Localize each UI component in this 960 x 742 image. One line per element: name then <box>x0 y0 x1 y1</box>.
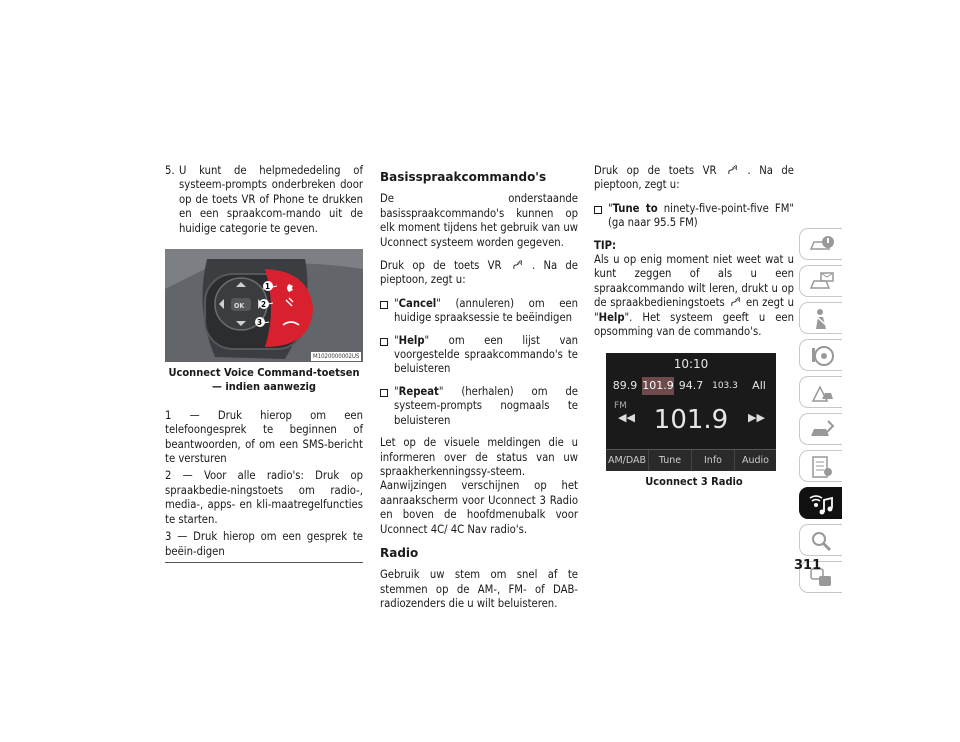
band-label: FM <box>614 401 627 412</box>
preset-button[interactable]: 94.7 <box>678 379 704 393</box>
tip-text <box>594 253 794 339</box>
tab-car-mail[interactable] <box>799 265 842 297</box>
ok-button-label: OK <box>234 302 245 311</box>
figure-caption: Uconnect Voice Command-toetsen — indien aanwezig <box>168 366 360 394</box>
voice-recognition-icon <box>730 297 740 307</box>
frequency-display: 101.9 <box>653 405 729 436</box>
seek-forward-icon[interactable]: ▶▶ <box>748 411 765 425</box>
bullet-text <box>394 385 578 428</box>
bullet-item <box>594 202 794 231</box>
text: . Na de pieptoon, zegt u: <box>380 259 579 287</box>
magnifier-index-icon <box>808 529 836 553</box>
section-heading: Radio <box>380 545 419 560</box>
section-heading: Basisspraakcommando's <box>380 170 547 184</box>
quote: " <box>394 296 399 310</box>
car-service-icon <box>808 418 836 442</box>
text: Druk op de toets VR <box>594 164 717 177</box>
command: Help <box>398 333 425 347</box>
steering-wheel-photo <box>165 249 363 362</box>
bullet-box-icon <box>594 206 602 214</box>
legend-item: 3 — Druk hierop om een gesprek te beëin-digen <box>165 530 363 558</box>
callout-2: 2 <box>261 300 267 310</box>
text: . Na de pieptoon, zegt u: <box>594 164 795 192</box>
multimedia-music-icon <box>808 492 836 516</box>
all-presets-button[interactable]: All <box>752 379 766 393</box>
voice-recognition-icon <box>512 260 522 270</box>
bullet-item <box>380 385 578 428</box>
tab-multimedia[interactable] <box>799 487 842 519</box>
tab-steering[interactable] <box>799 339 842 371</box>
bullet-box-icon <box>380 389 388 397</box>
quote: " <box>608 201 613 215</box>
clock: 10:10 <box>673 357 709 372</box>
step-number: 5. <box>165 164 175 177</box>
preset-button-active[interactable]: 101.9 <box>642 377 674 395</box>
command: Tune to <box>612 201 658 215</box>
preset-button[interactable]: 89.9 <box>612 379 638 393</box>
bullet-item <box>380 334 578 377</box>
tab-service[interactable] <box>799 413 842 445</box>
text: en zegt u " <box>594 296 794 324</box>
quote: " <box>394 333 399 347</box>
quote: " <box>394 384 399 398</box>
figure-caption: Uconnect 3 Radio <box>645 475 743 489</box>
text: " (herhalen) om de systeem-prompts nogmaals te beluisteren <box>394 384 578 427</box>
page-number: 311 <box>794 558 822 573</box>
command: Repeat <box>398 384 439 398</box>
preset-bar <box>606 377 776 395</box>
legend-item: 2 — Voor alle radio's: Druk op spraakbedie-ningstoets om radio-, media-, apps- en kli-maatregelfuncties te starten. <box>165 469 363 526</box>
legend-item: 1 — Druk hierop om een telefoongesprek te beginnen of beantwoorden, of om een SMS-bericht te versturen <box>165 408 363 466</box>
paragraph: De onderstaande basisspraakcommando's kunnen op elk moment tijdens het gebruik van uw Uconnect systeem worden gegeven. <box>380 192 578 249</box>
tab-seatbelt[interactable] <box>799 302 842 334</box>
callout-3: 3 <box>257 318 263 328</box>
bullet-item <box>380 297 578 326</box>
callout-1: 1 <box>265 282 271 292</box>
command: Cancel <box>398 296 437 310</box>
tab-specifications[interactable] <box>799 450 842 482</box>
warning-triangle-car-icon <box>808 381 836 405</box>
radio-bottom-bar <box>606 449 776 471</box>
right-column <box>594 164 794 504</box>
checklist-icon <box>808 455 836 479</box>
car-warning-icon <box>808 233 836 257</box>
text: ". Het systeem geeft u een opsomming van de commando's. <box>594 310 794 339</box>
tune-button[interactable]: Tune <box>649 450 692 471</box>
bullet-text <box>394 334 578 377</box>
car-mail-icon <box>808 270 836 294</box>
tab-car-warning[interactable] <box>799 228 842 260</box>
divider <box>165 562 363 563</box>
preset-button[interactable]: 103.3 <box>712 381 738 392</box>
text: Druk op de toets VR <box>380 259 502 273</box>
info-button[interactable]: Info <box>692 450 735 471</box>
left-column <box>165 164 363 563</box>
paragraph: Let op de visuele meldingen die u informeren over de status van uw spraakherkenningssy-steem. Aanwijzingen verschijnen op het aanraakscherm voor Uconnect 3 Radio en boven de hoofdmenubalk voor Uconnect 4C/ 4C Nav radio's. <box>380 436 578 536</box>
step-text: U kunt de helpmededeling of systeem-prompts onderbreken door op de toets VR of Phone te drukken en een spraakcom-mando uit de huidige categorie te geven. <box>179 164 363 235</box>
am-dab-button[interactable]: AM/DAB <box>606 450 649 471</box>
text: Als u op enig moment niet weet wat u kunt zeggen of als u een spraakcommando wilt leren, drukt u op de spraakbedieningstoets <box>594 253 794 310</box>
callout-legend <box>165 409 363 559</box>
tab-emergency[interactable] <box>799 376 842 408</box>
tab-index[interactable] <box>799 524 842 556</box>
text: ninety-five-point-five FM" (ga naar 95.5 FM) <box>608 201 795 230</box>
image-code: M1020000002US <box>313 353 360 361</box>
uconnect-radio-screen <box>606 353 776 471</box>
tip-label: TIP: <box>594 238 617 252</box>
paragraph-press-vr <box>380 259 578 288</box>
text: " (annuleren) om een huidige spraaksessie te beëindigen <box>394 296 578 325</box>
bullet-box-icon <box>380 301 388 309</box>
middle-column <box>380 164 578 621</box>
bullet-text <box>608 202 794 231</box>
seek-back-icon[interactable]: ◀◀ <box>618 411 635 425</box>
audio-button[interactable]: Audio <box>741 455 769 467</box>
paragraph-press-vr <box>594 164 794 193</box>
bullet-box-icon <box>380 338 388 346</box>
bullet-text <box>394 297 578 326</box>
voice-recognition-icon <box>727 165 737 175</box>
text: " om een lijst van voorgestelde spraakcommando's te beluisteren <box>394 333 578 376</box>
steering-wheel-icon <box>808 344 836 368</box>
paragraph: Gebruik uw stem om snel af te stemmen op de AM-, FM- of DAB-radiozenders die u wilt beluisteren. <box>380 568 578 611</box>
numbered-step <box>165 164 363 236</box>
command: Help <box>598 310 625 324</box>
seatbelt-airbag-icon <box>808 307 836 331</box>
